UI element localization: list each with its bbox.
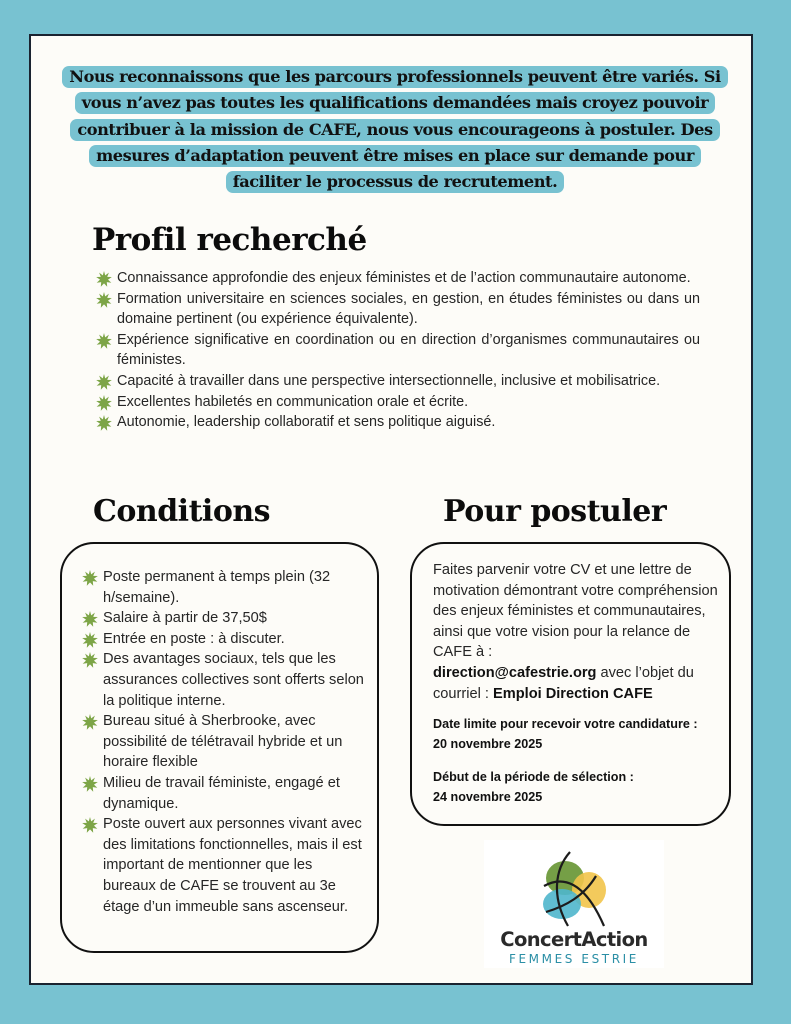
list-item-text: Excellentes habiletés en communication orale et écrite. (117, 393, 469, 410)
starburst-bullet-icon (82, 632, 98, 648)
list-item (96, 392, 700, 413)
list-item (96, 412, 700, 433)
list-item-text: Poste permanent à temps plein (32 h/semaine). (103, 569, 331, 606)
deadline-label: Date limite pour recevoir votre candidature : (433, 717, 698, 731)
selection-value: 24 novembre 2025 (433, 790, 543, 804)
list-item (82, 814, 368, 917)
list-item-text: Poste ouvert aux personnes vivant avec des limitations fonctionnelles, mais il est important de mentionner que les bureaux de CAFE se trouvent au 3e étage d’un immeuble sans ascenseur. (103, 816, 362, 915)
list-item-text: Autonomie, leadership collaboratif et sens politique aiguisé. (117, 414, 496, 431)
starburst-bullet-icon (96, 374, 112, 390)
profil-heading: Profil recherché (92, 222, 367, 258)
list-item (96, 289, 700, 330)
list-item-text: Connaissance approfondie des enjeux féministes et de l’action communautaire autonome. (117, 270, 691, 286)
list-item-text: Salaire à partir de 37,50$ (103, 610, 267, 627)
list-item-text: Capacité à travailler dans une perspective intersectionnelle, inclusive et mobilisatrice. (117, 372, 661, 389)
intro-line: mesures d’adaptation peuvent être mises en place sur demande pour (89, 145, 701, 167)
list-item-text: Expérience significative en coordination ou en direction d’organismes communautaires ou féministes. (117, 331, 700, 369)
starburst-bullet-icon (96, 292, 112, 308)
postuler-instructions (433, 560, 723, 704)
list-item (82, 608, 368, 629)
logo-subtitle: FEMMES ESTRIE (509, 952, 639, 966)
list-item (82, 773, 368, 814)
deadline (433, 714, 733, 754)
starburst-bullet-icon (96, 271, 112, 287)
starburst-bullet-icon (82, 611, 98, 627)
list-item (96, 330, 700, 371)
profil-list (96, 268, 700, 433)
starburst-bullet-icon (82, 652, 98, 668)
starburst-bullet-icon (82, 776, 98, 792)
deadline-value: 20 novembre 2025 (433, 737, 543, 751)
intro-line: contribuer à la mission de CAFE, nous vous encourageons à postuler. Des (70, 119, 719, 141)
starburst-bullet-icon (96, 333, 112, 349)
organization-logo (484, 840, 664, 968)
list-item-text: Bureau situé à Sherbrooke, avec possibilité de télétravail hybride et un horaire flexible (103, 713, 343, 771)
list-item-text: Formation universitaire en sciences sociales, en gestion, en études féministes ou dans un domaine pertinent (ou expérience équivalente). (117, 290, 700, 328)
list-item (82, 567, 368, 608)
list-item-text: Entrée en poste : à discuter. (103, 630, 285, 647)
selection-label: Début de la période de sélection : (433, 770, 634, 784)
list-item (82, 649, 368, 711)
email-link[interactable]: direction@cafestrie.org (433, 664, 597, 681)
conditions-heading: Conditions (93, 494, 271, 529)
starburst-bullet-icon (82, 817, 98, 833)
selection-start (433, 767, 733, 807)
starburst-bullet-icon (82, 714, 98, 730)
logo-name: ConcertAction (500, 928, 648, 951)
intro-line: vous n’avez pas toutes les qualifications demandées mais croyez pouvoir (75, 92, 715, 114)
intro-statement (55, 64, 735, 195)
list-item (96, 268, 700, 289)
email-subject: Emploi Direction CAFE (493, 685, 653, 702)
intro-line: faciliter le processus de recrutement. (226, 171, 565, 193)
postuler-heading: Pour postuler (443, 494, 667, 529)
instructions-text-2: avec l’objet du courriel : (433, 664, 694, 702)
starburst-bullet-icon (96, 395, 112, 411)
starburst-bullet-icon (96, 415, 112, 431)
list-item-text: Des avantages sociaux, tels que les assurances collectives sont offerts selon la politique interne. (103, 651, 364, 709)
list-item (82, 629, 368, 650)
list-item (82, 711, 368, 773)
logo-mark-icon (540, 850, 610, 928)
instructions-text: Faites parvenir votre CV et une lettre de motivation démontrant votre compréhension des enjeux féministes et communautaires, ainsi que votre vision pour la relance de CAFE à : (433, 562, 718, 661)
starburst-bullet-icon (82, 570, 98, 586)
list-item-text: Milieu de travail féministe, engagé et dynamique. (103, 774, 340, 812)
list-item (96, 371, 700, 392)
conditions-list (82, 567, 368, 917)
intro-line: Nous reconnaissons que les parcours professionnels peuvent être variés. Si (62, 66, 727, 88)
